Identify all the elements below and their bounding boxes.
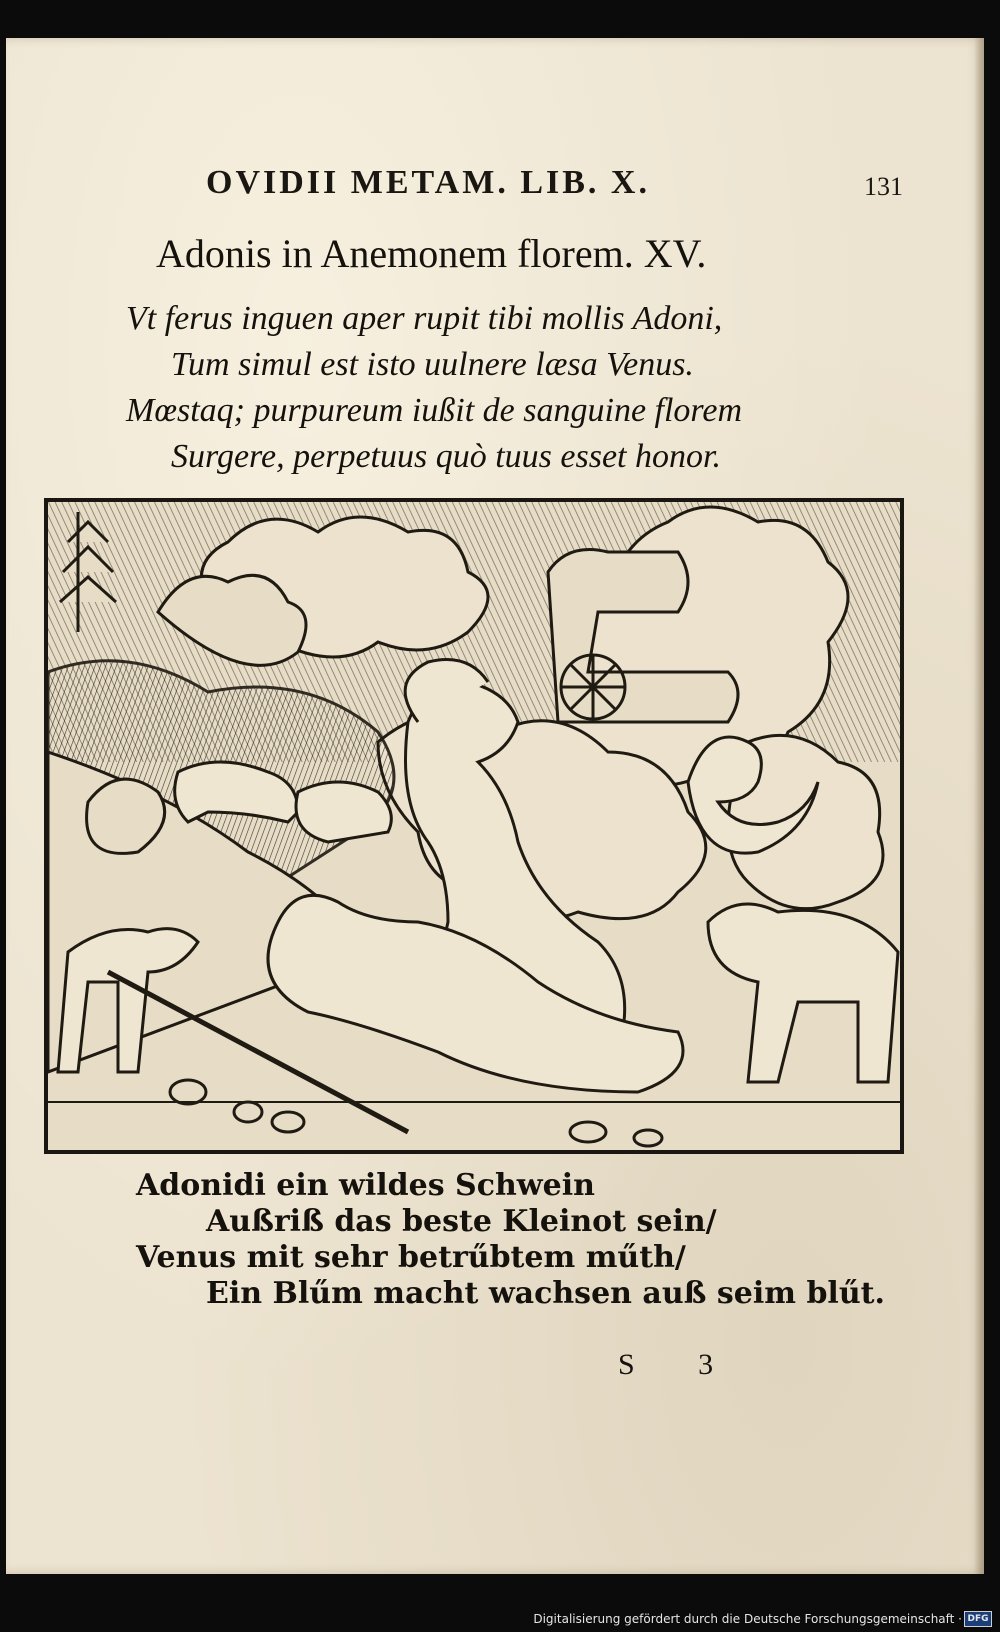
digitization-credit: Digitalisierung gefördert durch die Deutsche Forschungsgemeinschaft · — [533, 1612, 962, 1626]
footer-bar — [0, 1606, 1000, 1632]
page-title: Adonis in Anemonem florem. XV. — [156, 231, 707, 276]
latin-verse-line: Tum simul est isto uulnere læsa Venus. — [171, 346, 694, 383]
ground-stones — [48, 1080, 900, 1146]
latin-verse-line: Surgere, perpetuus quò tuus esset honor. — [171, 438, 721, 475]
page-edge-shadow — [974, 38, 984, 1574]
german-verse-line: Venus mit sehr betrűbtem műth/ — [136, 1240, 686, 1275]
signature-mark: S 3 — [618, 1348, 742, 1381]
woodcut-drawing — [48, 502, 900, 1150]
dfg-logo-icon: DFG — [964, 1611, 992, 1627]
latin-verse-line: Vt ferus inguen aper rupit tibi mollis Adoni, — [126, 300, 723, 337]
woodcut-illustration — [44, 498, 904, 1154]
german-verse-line: Außriß das beste Kleinot sein/ — [206, 1204, 717, 1239]
running-head: OVIDII METAM. LIB. X. — [206, 164, 650, 201]
german-verse-line: Ein Blűm macht wachsen auß seim blűt. — [206, 1276, 885, 1311]
latin-verse-line: Mœstaq; purpureum iußit de sanguine florem — [126, 392, 743, 429]
folio-number: 131 — [864, 172, 903, 201]
book-page — [6, 38, 984, 1574]
german-verse-line: Adonidi ein wildes Schwein — [136, 1168, 595, 1203]
